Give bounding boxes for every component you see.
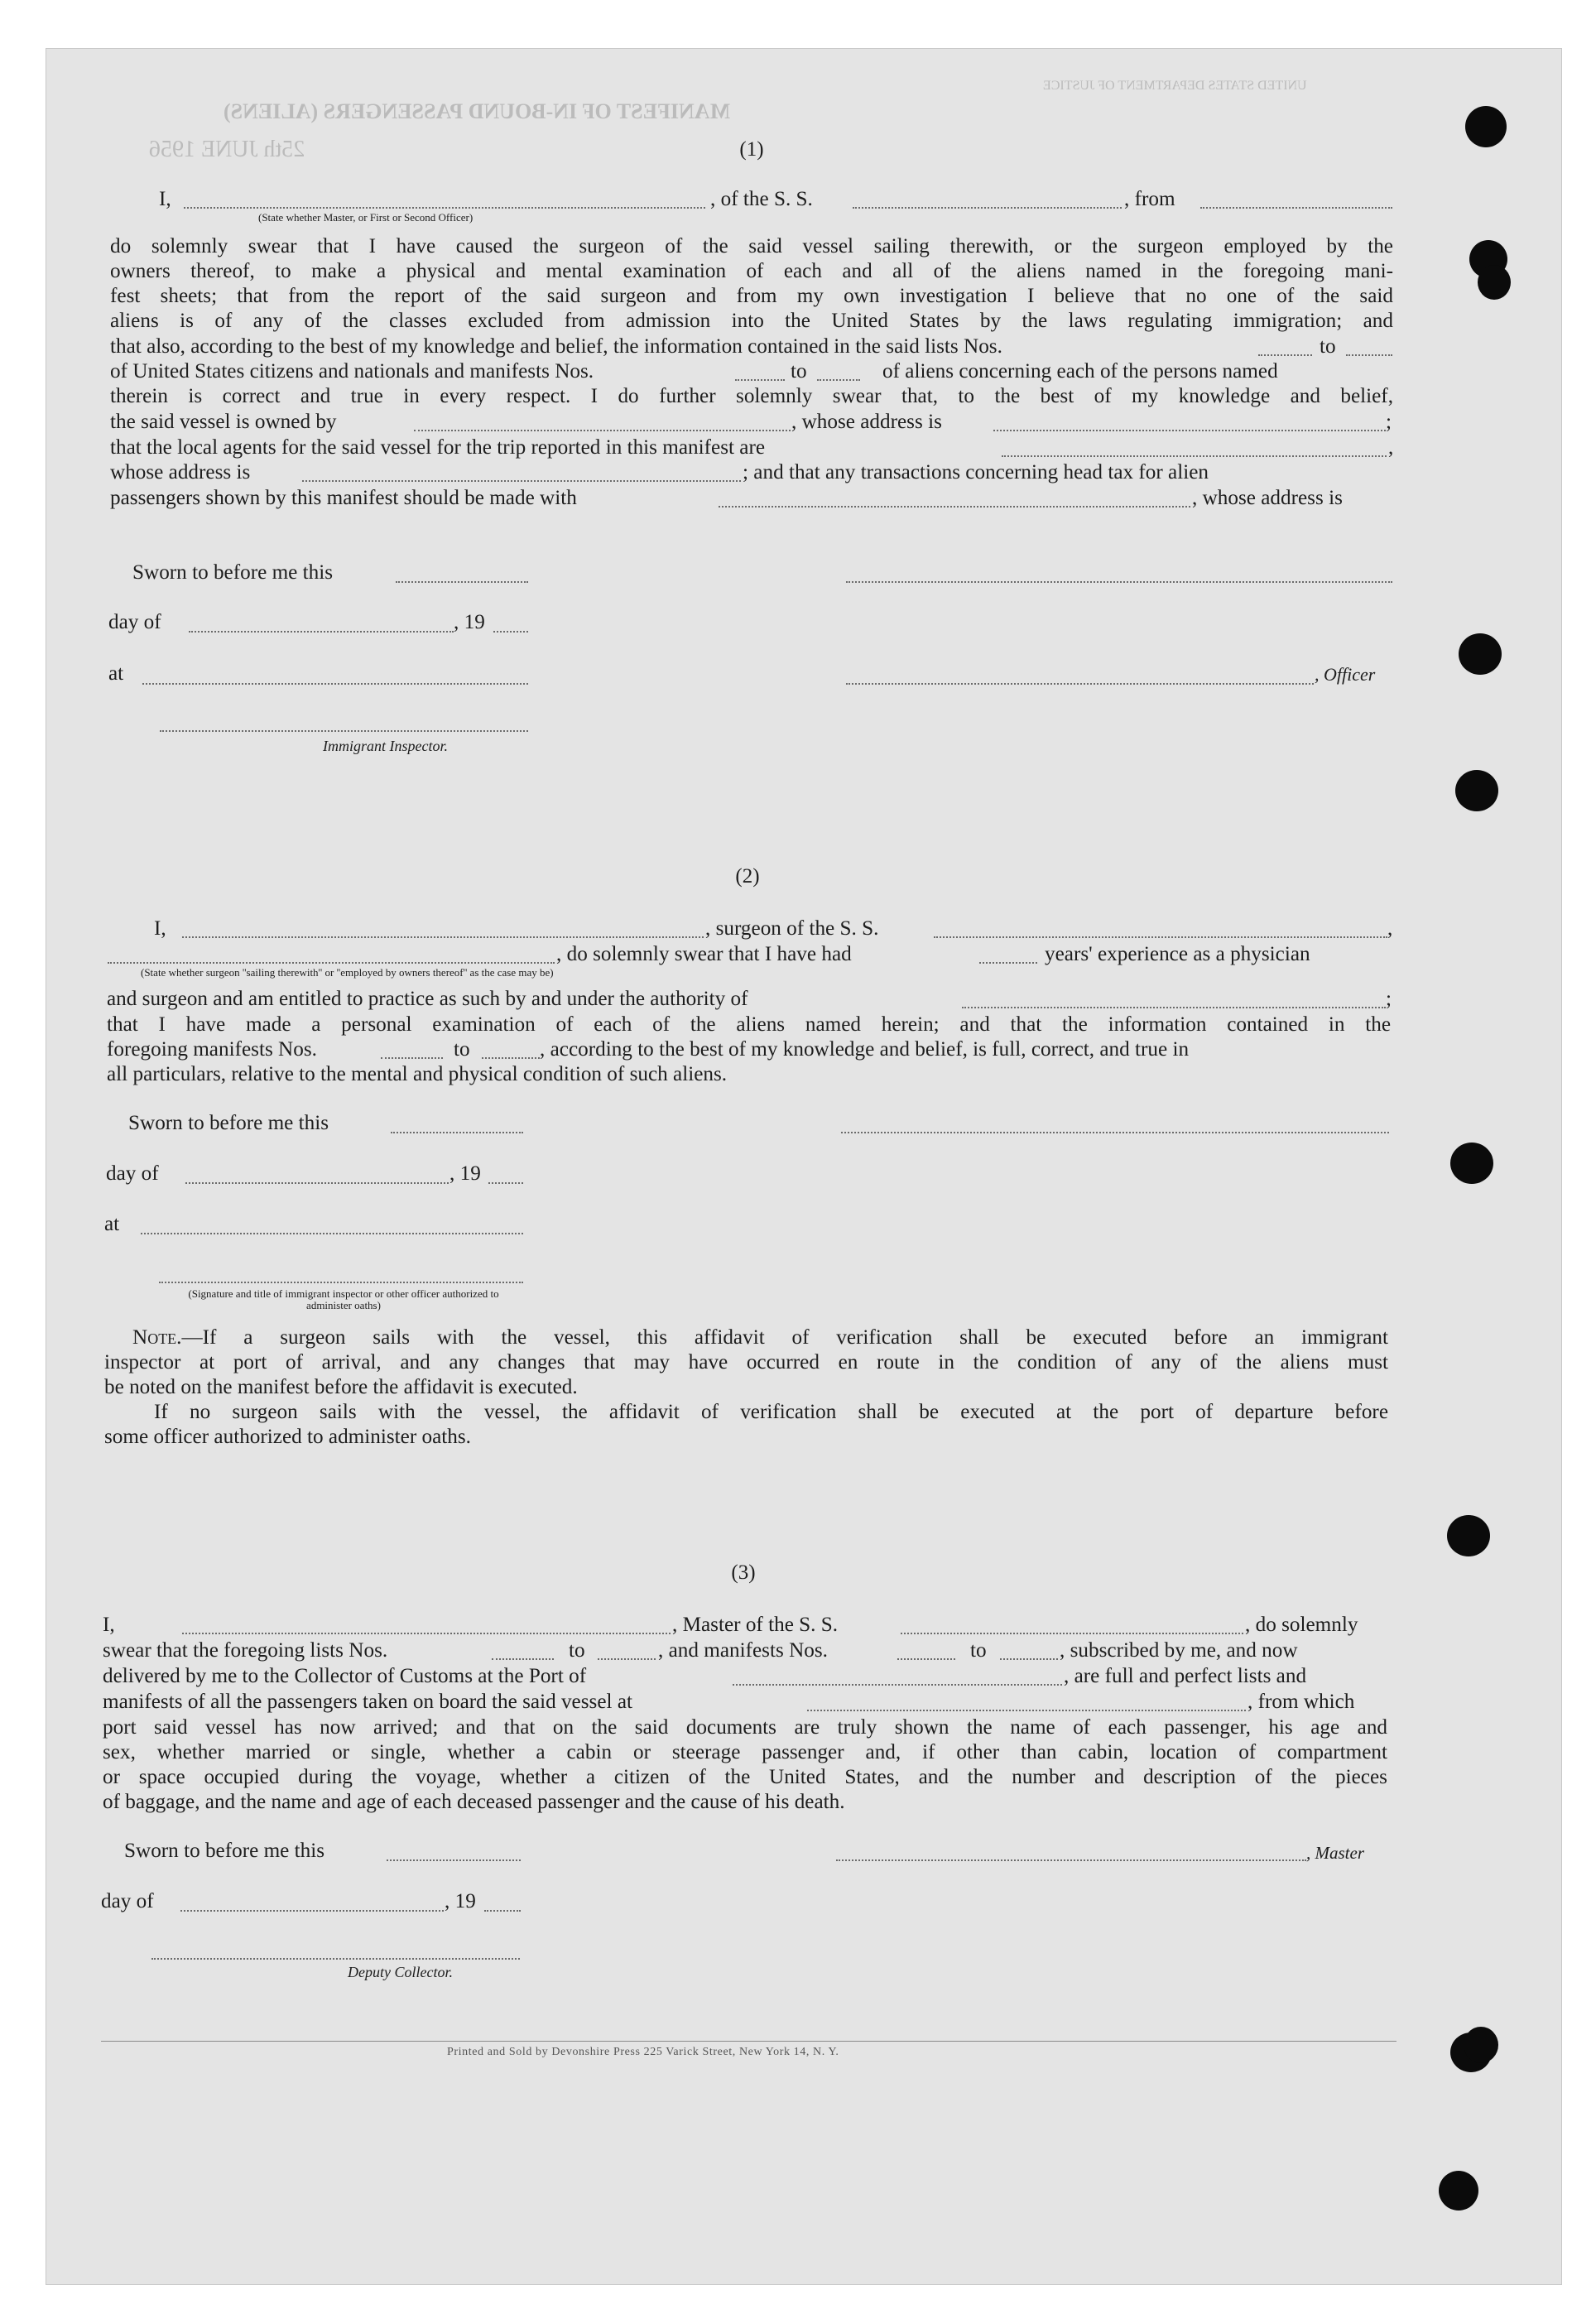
- sec1-of-ss: , of the S. S.: [710, 188, 813, 210]
- sec2-line-5a: foregoing manifests Nos.: [107, 1038, 317, 1061]
- binder-hole: [1465, 106, 1507, 147]
- sec2-years-exp: years' experience as a physician: [1045, 943, 1310, 965]
- sec3-master: , Master: [1306, 1843, 1364, 1863]
- sec1-line-4: aliens is of any of the classes excluded from admission into the United States by the laws regulating immigration; and: [110, 310, 1393, 332]
- sec1-whose-address-1: , whose address is: [791, 411, 942, 433]
- sec1-to-2: to: [791, 360, 807, 382]
- sec3-day-blank: [180, 1910, 444, 1912]
- sec1-line-6: of United States citizens and nationals and manifests Nos.: [110, 360, 594, 382]
- sec2-signature-blank: [159, 1282, 523, 1283]
- sec1-manifests-to-blank: [817, 379, 860, 381]
- sec2-year-blank: [488, 1182, 523, 1184]
- sec2-day-blank: [185, 1182, 449, 1184]
- sec1-owner-address-blank: [993, 430, 1386, 431]
- sec2-years-blank: [979, 962, 1037, 964]
- sec3-name-blank: [182, 1633, 671, 1634]
- sec3-sworn-blank: [387, 1859, 521, 1861]
- sec3-deputy: Deputy Collector.: [348, 1964, 453, 1980]
- sec1-vessel-blank: [853, 207, 1122, 209]
- sec2-surgeon-type-blank: [108, 962, 555, 964]
- sec3-to-2: to: [970, 1639, 987, 1662]
- sec2-to: to: [454, 1038, 470, 1061]
- sec1-whose-address-2: , whose address is: [1192, 487, 1343, 509]
- sec3-year: , 19: [445, 1890, 476, 1912]
- sec2-surgeon-of: , surgeon of the S. S.: [705, 917, 879, 940]
- sec1-at-blank: [142, 683, 528, 685]
- binder-hole: [1447, 1515, 1490, 1556]
- sec1-line-3: fest sheets; that from the report of the said surgeon and from my own investigation I believe that no one of the said: [110, 285, 1393, 307]
- sec3-lists-from-blank: [492, 1658, 554, 1660]
- sec1-sworn-blank: [396, 581, 528, 583]
- sec2-at: at: [104, 1213, 120, 1235]
- sec1-officer-title-blank: [846, 683, 1314, 685]
- section-3-number: (3): [731, 1561, 756, 1584]
- sec2-vessel-blank: [934, 936, 1387, 938]
- sec2-i-label: I,: [154, 917, 166, 940]
- sec1-agents-blank: [1002, 455, 1387, 457]
- sec1-to-1: to: [1320, 335, 1336, 358]
- sec2-note-text-1: —If a surgeon sails with the vessel, this affidavit of verification shall be executed before an immigrant: [181, 1326, 1388, 1349]
- sec1-i-label: I,: [159, 188, 171, 210]
- sec3-master-blank: [836, 1859, 1306, 1861]
- sec3-port-blank: [733, 1684, 1062, 1686]
- bleed-through-stamp: UNITED STATES DEPARTMENT OF JUSTICE: [1043, 79, 1307, 93]
- sec2-note-line-5: some officer authorized to administer oaths.: [104, 1426, 471, 1448]
- sec1-day-blank: [189, 631, 454, 633]
- sec2-semicolon: ;: [1386, 988, 1392, 1010]
- sec2-officer-blank: [841, 1132, 1389, 1133]
- sec1-of-aliens: of aliens concerning each of the persons named: [882, 360, 1278, 382]
- sec3-line-2b: , and manifests Nos.: [658, 1639, 828, 1662]
- sec2-note-line-2: inspector at port of arrival, and any changes that may have occurred en route in the condition of any of the aliens must: [104, 1351, 1388, 1373]
- sec3-line-3b: , are full and perfect lists and: [1064, 1665, 1307, 1687]
- sec3-i-label: I,: [103, 1614, 115, 1636]
- binder-hole: [1464, 2027, 1498, 2063]
- sec2-note-line-4: If no surgeon sails with the vessel, the affidavit of verification shall be executed at the port of departure before: [154, 1401, 1388, 1423]
- sec1-at: at: [108, 662, 124, 685]
- sec1-from-blank: [1200, 207, 1392, 209]
- binder-hole: [1450, 1143, 1493, 1184]
- sec2-line-6: all particulars, relative to the mental and physical condition of such aliens.: [107, 1063, 728, 1085]
- sec1-line-5: that also, according to the best of my knowledge and belief, the information contained in the said lists Nos.: [110, 335, 1002, 358]
- sec3-line-8: of baggage, and the name and age of each deceased passenger and the cause of his death.: [103, 1791, 845, 1813]
- sec2-manifests-to-blank: [482, 1057, 540, 1059]
- sec1-owner-blank: [414, 430, 791, 431]
- sec2-name-blank: [182, 936, 704, 938]
- sec3-line-4a: manifests of all the passengers taken on board the said vessel at: [103, 1691, 632, 1713]
- sec3-line-2a: swear that the foregoing lists Nos.: [103, 1639, 388, 1662]
- sec2-sworn: Sworn to before me this: [128, 1112, 329, 1134]
- sec2-line-3: and surgeon and am entitled to practice as such by and under the authority of: [107, 988, 748, 1010]
- section-1-number: (1): [739, 138, 764, 161]
- sec1-line-8: the said vessel is owned by: [110, 411, 337, 433]
- sec3-line-3a: delivered by me to the Collector of Customs at the Port of: [103, 1665, 587, 1687]
- sec1-line-7: therein is correct and true in every respect. I do further solemnly swear that, to the best of my knowledge and belief,: [110, 385, 1393, 407]
- sec1-from: , from: [1124, 188, 1175, 210]
- printer-note: Printed and Sold by Devonshire Press 225 Varick Street, New York 14, N. Y.: [447, 2046, 839, 2058]
- sec1-name-blank: [184, 207, 705, 209]
- sec2-swear-had: , do solemnly swear that I have had: [556, 943, 852, 965]
- sec1-year-blank: [493, 631, 528, 633]
- sec2-line-5b: , according to the best of my knowledge and belief, is full, correct, and true in: [540, 1038, 1190, 1061]
- sec1-manifests-from-blank: [735, 379, 785, 381]
- sec1-headtax-blank: [719, 506, 1190, 508]
- sec2-note-label: Note.: [132, 1326, 182, 1349]
- sec3-day-of: day of: [101, 1890, 154, 1912]
- sec1-lists-from-blank: [1258, 354, 1312, 356]
- sec2-note-line-3: be noted on the manifest before the affidavit is executed.: [104, 1376, 578, 1398]
- sec1-officer-name-blank: [846, 581, 1392, 583]
- sec1-lists-to-blank: [1346, 354, 1392, 356]
- sec1-master-note: (State whether Master, or First or Second Officer): [258, 211, 474, 224]
- binder-hole: [1439, 2171, 1478, 2211]
- sec3-embark-blank: [807, 1710, 1246, 1711]
- sec1-officer: , Officer: [1315, 664, 1376, 685]
- sec3-line-7: or space occupied during the voyage, whether a citizen of the United States, and the number and description of the pieces: [103, 1766, 1387, 1788]
- binder-hole: [1455, 770, 1498, 811]
- sec1-line-11: passengers shown by this manifest should be made with: [110, 487, 577, 509]
- sec1-sworn: Sworn to before me this: [132, 561, 334, 584]
- sec1-inspector-blank: [160, 730, 528, 732]
- bleed-through-header: MANIFEST OF IN-BOUND PASSENGERS (ALIENS): [224, 99, 731, 123]
- sec3-year-blank: [484, 1910, 521, 1912]
- section-2-number: (2): [735, 865, 760, 888]
- sec2-sig-note: (Signature and title of immigrant inspector or other officer authorized to administer oaths): [188, 1287, 499, 1311]
- sec1-inspector: Immigrant Inspector.: [323, 738, 448, 754]
- sec2-manifests-from-blank: [381, 1057, 443, 1059]
- sec3-to-1: to: [569, 1639, 585, 1662]
- sec2-comma: ,: [1387, 917, 1393, 940]
- sec2-year: , 19: [449, 1162, 481, 1185]
- sec3-lists-to-blank: [598, 1658, 656, 1660]
- sec2-at-blank: [141, 1233, 523, 1234]
- sec2-note-line-1: [132, 1326, 1388, 1349]
- sec3-manifests-to-blank: [1000, 1658, 1058, 1660]
- sec1-line-9: that the local agents for the said vessel for the trip reported in this manifest are: [110, 436, 766, 459]
- sec3-master-of: , Master of the S. S.: [672, 1614, 839, 1636]
- sec2-surgeon-note: (State whether surgeon ''sailing therewith'' or ''employed by owners thereof'' as the case may be): [141, 966, 554, 979]
- sec2-day-of: day of: [106, 1162, 159, 1185]
- sec3-manifests-from-blank: [897, 1658, 955, 1660]
- sec3-line-2c: , subscribed by me, and now: [1060, 1639, 1298, 1662]
- sec3-line-6: sex, whether married or single, whether a cabin or steerage passenger and, if other than cabin, location of compartment: [103, 1741, 1387, 1763]
- sec3-do-solemnly: , do solemnly: [1245, 1614, 1358, 1636]
- sec1-line-1: do solemnly swear that I have caused the surgeon of the said vessel sailing therewith, or the surgeon employed by the: [110, 235, 1393, 257]
- sec3-deputy-blank: [151, 1958, 520, 1960]
- sec1-line-10: whose address is: [110, 461, 251, 483]
- sec2-line-4: that I have made a personal examination of each of the aliens named herein; and that the information contained in the: [107, 1013, 1391, 1036]
- form-page: [46, 48, 1562, 2285]
- sec2-sworn-blank: [391, 1132, 523, 1133]
- sec3-sworn: Sworn to before me this: [124, 1840, 325, 1862]
- sec1-comma-1: ,: [1388, 436, 1394, 459]
- sec1-line-2: owners thereof, to make a physical and mental examination of each and all of the aliens named in the foregoing mani-: [110, 260, 1393, 282]
- bleed-through-date: 25th JUNE 1956: [149, 137, 305, 162]
- sec1-semicolon-1: ;: [1386, 411, 1392, 433]
- sec3-vessel-blank: [901, 1633, 1243, 1634]
- binder-hole: [1459, 633, 1502, 675]
- sec2-authority-blank: [962, 1007, 1386, 1008]
- sec1-year: , 19: [454, 611, 485, 633]
- sec1-day-of: day of: [108, 611, 161, 633]
- binder-hole: [1478, 265, 1511, 300]
- sec1-agents-address-blank: [302, 480, 741, 482]
- sec3-line-5: port said vessel has now arrived; and that on the said documents are truly shown the name of each passenger, his age and: [103, 1716, 1387, 1739]
- sec1-head-tax: ; and that any transactions concerning head tax for alien: [743, 461, 1209, 483]
- footer-rule: [101, 2041, 1396, 2042]
- sec3-line-4b: , from which: [1247, 1691, 1355, 1713]
